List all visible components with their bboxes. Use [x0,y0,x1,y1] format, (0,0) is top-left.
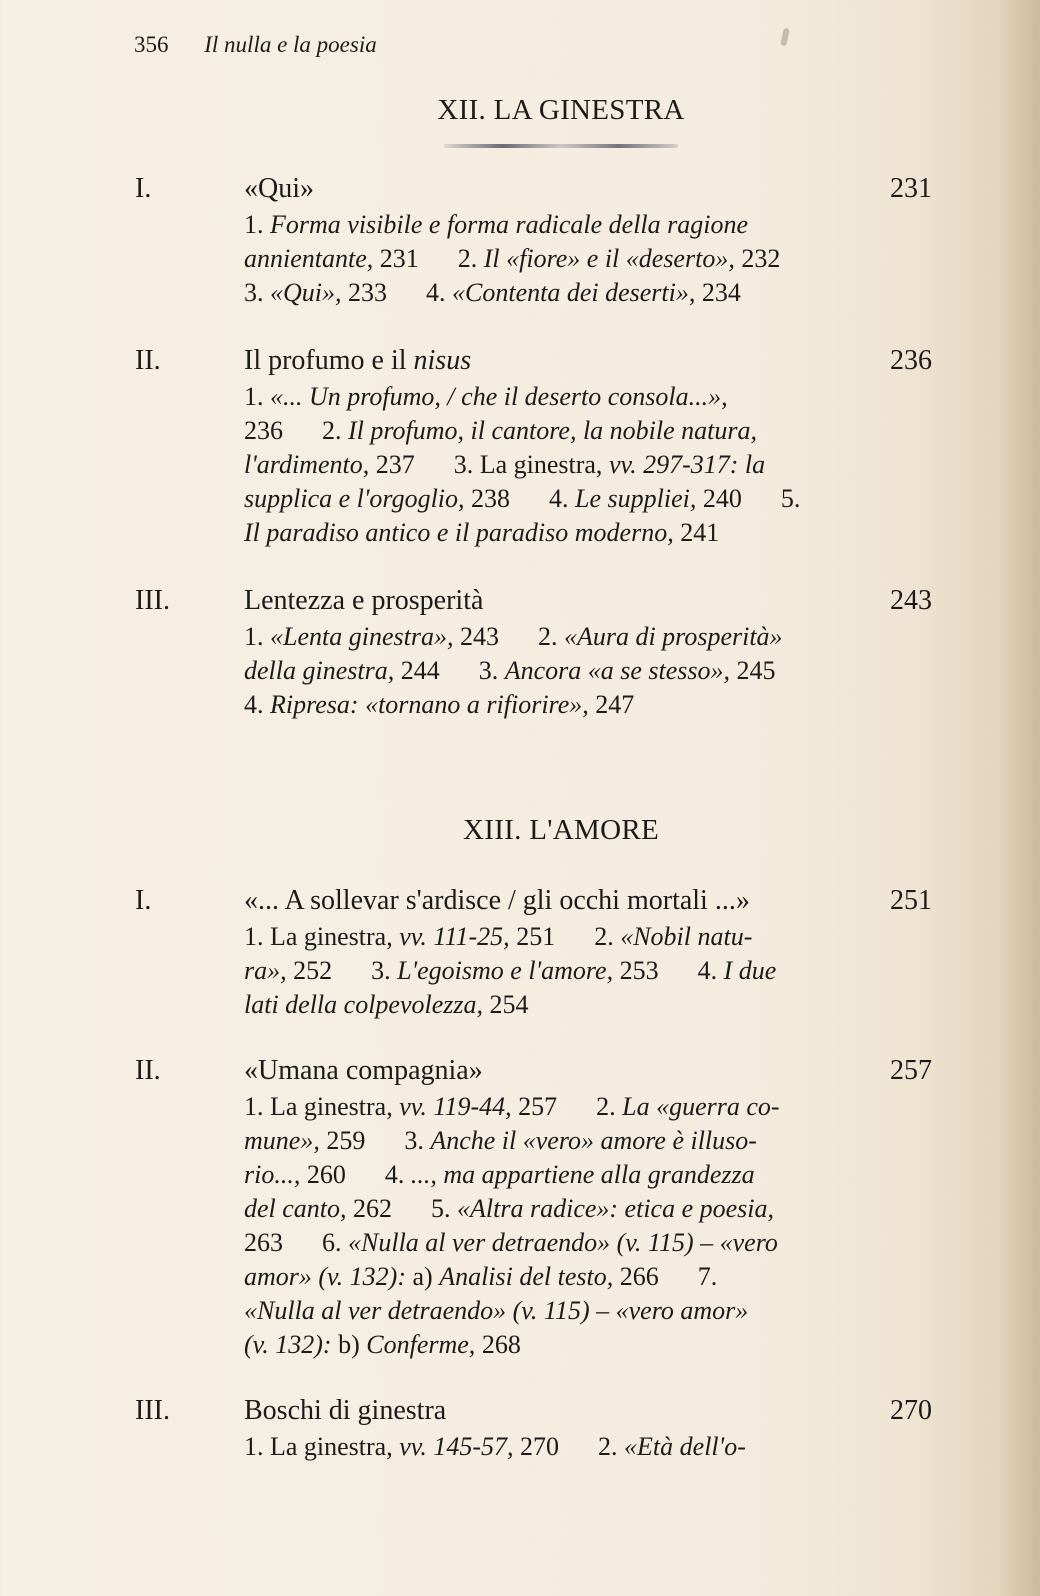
entry-line [244,448,824,482]
entry-italic-text: Conferme, [366,1330,476,1359]
entry-italic-text: (v. 132): [244,1330,332,1359]
section-page: 243 [890,585,932,616]
underline-mark [444,144,678,148]
entry-line [244,208,824,242]
section-body [244,380,824,550]
section-title: «Qui» [244,173,314,204]
entry-text: 241 [673,518,720,547]
entry-italic-text: «Altra radice»: etica e poesia, [457,1194,775,1223]
entry-italic-text: Analisi del testo, [439,1262,614,1291]
entry-line [244,242,824,276]
entry-text: 254 [483,990,529,1019]
entry-italic-text: «Nobil natu- [620,922,753,951]
entry-text: 257 2. [511,1092,623,1121]
entry-italic-text: Il paradiso antico e il paradiso moderno, [244,518,674,547]
entry-italic-text: ra», [244,956,287,985]
toc-section [0,884,1040,1022]
entry-text: 1. [244,210,270,239]
entry-text: 259 3. [319,1126,431,1155]
entry-italic-text: L'egoismo e l'amore, [397,956,614,985]
section-body [244,920,824,1022]
section-title: «... A sollevar s'ardisce / gli occhi mortali ...» [244,885,750,916]
section-page: 231 [890,173,932,204]
entry-line [244,1430,824,1464]
section-body [244,620,824,722]
section-title: Boschi di ginestra [244,1395,447,1426]
entry-line [244,482,824,516]
entry-line [244,276,824,310]
entry-text: 240 5. [696,484,801,513]
section-page: 236 [890,345,932,376]
entry-line [244,654,824,688]
entry-text: 234 [695,278,741,307]
entry-line [244,1124,824,1158]
entry-line [244,380,824,414]
entry-italic-text: «Contenta dei deserti», [452,278,696,307]
entry-italic-text: della ginestra, [244,656,395,685]
entry-text: 243 2. [453,622,564,651]
entry-italic-text: vv. 119-44, [399,1092,512,1121]
entry-text: 260 4. [300,1160,411,1189]
entry-line [244,620,824,654]
section-title-plain: Il profumo e il [244,345,414,376]
entry-italic-text: rio..., [244,1160,301,1189]
entry-text: 3. [244,278,270,307]
section-number: II. [135,345,161,376]
running-title: Il nulla e la poesia [204,32,377,57]
entry-text: 232 [734,244,781,273]
entry-italic-text: lati della colpevolezza, [244,990,484,1019]
section-number: III. [135,1395,170,1426]
entry-text: 266 7. [613,1262,718,1291]
section-body [244,1090,824,1362]
section-number: III. [135,585,170,616]
entry-text: 1. [244,622,270,651]
section-number: I. [135,173,152,204]
entry-line [244,414,824,448]
entry-line [244,1260,824,1294]
entry-text: 236 2. [244,416,348,445]
chapter-title-xiii: XIII. L'AMORE [463,814,659,846]
entry-line [244,1090,824,1124]
entry-italic-text: amor» (v. 132): [244,1262,406,1291]
entry-text: 233 4. [341,278,452,307]
entry-text: 253 4. [613,956,724,985]
toc-section [0,344,1040,550]
entry-line [244,1192,824,1226]
entry-text: 1. La ginestra, [244,1092,400,1121]
entry-text: 270 2. [513,1432,625,1461]
entry-line [244,1226,824,1260]
toc-section [0,584,1040,722]
entry-text: 247 [588,690,635,719]
entry-italic-text: vv. 111-25, [399,922,510,951]
entry-italic-text: Le suppliei, [575,484,697,513]
section-title-italic: nisus [413,345,472,376]
entry-italic-text: «... Un profumo, / che il deserto consola...», [270,382,728,411]
entry-italic-text: «Età dell'o- [624,1432,746,1461]
entry-line [244,516,824,550]
entry-text: 244 3. [394,656,505,685]
entry-text: 237 3. La ginestra, [369,450,609,479]
entry-italic-text: annientante, [244,244,374,273]
entry-text: 263 6. [244,1228,348,1257]
entry-italic-text: Il profumo, il cantore, la nobile natura, [348,416,757,445]
entry-text: 1. [244,382,270,411]
entry-italic-text: ..., ma appartiene alla grandezza [410,1160,755,1189]
entry-italic-text: Ancora «a se stesso», [504,656,731,685]
page-number: 356 [134,32,169,57]
entry-italic-text: «Qui», [270,278,342,307]
entry-text: b) [331,1330,367,1359]
section-title [244,344,471,378]
entry-italic-text: «Lenta ginestra», [270,622,454,651]
entry-text: 245 [730,656,776,685]
entry-italic-text: vv. 297-317: la [608,450,766,479]
toc-section [0,1054,1040,1362]
entry-line [244,954,824,988]
entry-text: 252 3. [286,956,398,985]
entry-text: 4. [244,690,270,719]
entry-italic-text: del canto, [244,1194,347,1223]
entry-italic-text: «Aura di prosperità» [563,622,783,651]
entry-italic-text: mune», [244,1126,320,1155]
section-body [244,1430,824,1464]
entry-line [244,1328,824,1362]
entry-text: a) [405,1262,440,1291]
entry-italic-text: Il «fiore» e il «deserto», [483,244,735,273]
entry-text: 268 [475,1330,521,1359]
section-page: 257 [890,1055,932,1086]
ink-mark [780,28,790,47]
entry-italic-text: I due [723,956,777,985]
entry-italic-text: «Nulla al ver detraendo» (v. 115) – «vero amor» [244,1296,749,1325]
toc-section [0,1394,1040,1464]
entry-italic-text: La «guerra co- [622,1092,780,1121]
entry-text: 262 5. [346,1194,458,1223]
entry-text: 238 4. [464,484,576,513]
entry-line [244,1294,824,1328]
entry-line [244,988,824,1022]
chapter-title-xii: XII. LA GINESTRA [437,94,685,126]
toc-section [0,172,1040,310]
entry-text: 1. La ginestra, [244,922,400,951]
entry-italic-text: Ripresa: «tornano a rifiorire», [270,690,589,719]
section-number: II. [135,1055,161,1086]
section-title: Lentezza e prosperità [244,585,484,616]
entry-text: 1. La ginestra, [244,1432,400,1461]
entry-line [244,688,824,722]
entry-italic-text: Forma visibile e forma radicale della ragione [270,210,749,239]
entry-italic-text: vv. 145-57, [399,1432,514,1461]
section-title: «Umana compagnia» [244,1055,483,1086]
section-page: 270 [890,1395,932,1426]
entry-line [244,920,824,954]
page-header [134,28,377,62]
entry-text: 251 2. [509,922,621,951]
entry-text: 231 2. [373,244,484,273]
entry-line [244,1158,824,1192]
section-number: I. [135,885,152,916]
entry-italic-text: «Nulla al ver detraendo» (v. 115) – «vero [348,1228,778,1257]
entry-italic-text: l'ardimento, [244,450,370,479]
section-body [244,208,824,310]
entry-italic-text: Anche il «vero» amore è illuso- [430,1126,757,1155]
entry-italic-text: supplica e l'orgoglio, [244,484,465,513]
section-page: 251 [890,885,932,916]
